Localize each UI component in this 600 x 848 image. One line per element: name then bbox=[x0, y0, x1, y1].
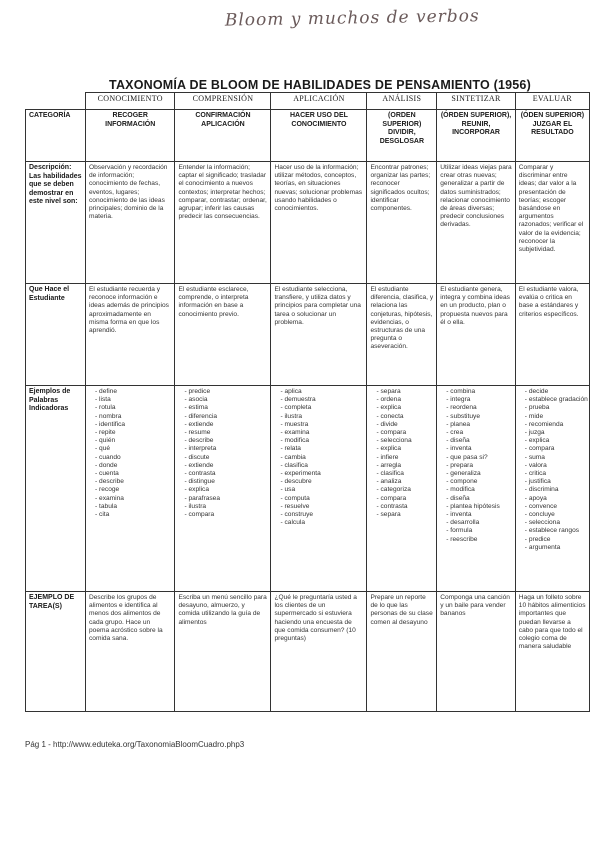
indicator-word: - modifica bbox=[446, 486, 475, 494]
indicator-word: - demuestra bbox=[280, 396, 316, 404]
indicator-word: - identifica bbox=[95, 420, 126, 428]
indicator-word: - describe bbox=[95, 478, 124, 486]
student-cell: El estudiante recuerda y reconoce información e ideas además de principios aproximadamente en misma forma en que los aprendió. bbox=[86, 284, 175, 386]
task-cell: Describe los grupos de alimentos e identifica al menos dos alimentos de cada grupo. Hace un poema acróstico sobre la comida sana. bbox=[86, 592, 175, 712]
student-cell: El estudiante genera, integra y combina ideas en un producto, plan o propuesta nuevos para él o ella. bbox=[437, 284, 516, 386]
indicator-word-list bbox=[440, 388, 512, 544]
indicator-word: - divide bbox=[376, 420, 398, 428]
word-list-cell bbox=[515, 386, 589, 592]
indicator-word: - resuelve bbox=[280, 502, 310, 510]
indicator-word: - reescribe bbox=[446, 535, 478, 543]
indicator-word: - extiende bbox=[184, 461, 214, 469]
definition-cell: (ORDEN SUPERIOR) DIVIDIR, DESGLOSAR bbox=[367, 110, 437, 162]
student-cell: El estudiante valora, evalúa o critica en base a estándares y criterios específicos. bbox=[515, 284, 589, 386]
level-aplicacion: APLICACIÓN bbox=[271, 93, 367, 110]
indicator-word: - explica bbox=[524, 437, 550, 445]
student-row bbox=[26, 284, 590, 386]
indicator-word: - extiende bbox=[184, 420, 214, 428]
indicator-word: - apoya bbox=[524, 494, 547, 502]
indicator-word: - resume bbox=[184, 429, 211, 437]
indicator-word: - distingue bbox=[184, 478, 215, 486]
indicator-word: - selecciona bbox=[376, 437, 412, 445]
indicator-word: - compara bbox=[524, 445, 555, 453]
page-title: TAXONOMÍA DE BLOOM DE HABILIDADES DE PENSAMIENTO (1956) bbox=[109, 78, 531, 92]
row-label-que-hace: Que Hace el Estudiante bbox=[26, 284, 86, 386]
indicator-word: - construye bbox=[280, 511, 314, 519]
task-row bbox=[26, 592, 590, 712]
level-conocimiento: CONOCIMIENTO bbox=[86, 93, 175, 110]
level-evaluar: EVALUAR bbox=[515, 93, 589, 110]
indicator-word-list bbox=[178, 388, 267, 519]
indicator-word: - suma bbox=[524, 453, 545, 461]
description-cell: Utilizar ideas viejas para crear otras nuevas; generalizar a partir de datos suministrados; relacionar conocimiento de áreas diversas; predecir conclusiones derivadas. bbox=[437, 162, 516, 284]
level-sintetizar: SINTETIZAR bbox=[437, 93, 516, 110]
description-row bbox=[26, 162, 590, 284]
indicator-word: - combina bbox=[446, 388, 476, 395]
levels-row bbox=[26, 93, 590, 110]
indicator-word: - experimenta bbox=[280, 470, 321, 478]
indicator-word: - mide bbox=[524, 412, 544, 420]
indicator-word: - categoriza bbox=[376, 486, 411, 494]
indicator-word-list bbox=[370, 388, 433, 519]
indicator-word: - relata bbox=[280, 445, 301, 453]
indicator-word: - cuando bbox=[95, 453, 121, 461]
indicator-word: - rotula bbox=[95, 404, 116, 412]
description-cell: Encontrar patrones; organizar las partes; reconocer significados ocultos; identificar componentes. bbox=[367, 162, 437, 284]
task-cell: ¿Qué le preguntaría usted a los clientes de un supermercado si estuviera haciendo una encuesta de que comida consumen? (10 preguntas) bbox=[271, 592, 367, 712]
indicator-word: - critica bbox=[524, 470, 547, 478]
indicator-word: - diseña bbox=[446, 437, 470, 445]
indicator-word: - compara bbox=[376, 429, 407, 437]
indicator-word: - cambia bbox=[280, 453, 306, 461]
indicator-word: - examina bbox=[280, 429, 310, 437]
indicator-word: - prepara bbox=[446, 461, 474, 469]
indicator-word-list bbox=[519, 388, 586, 552]
indicator-word: - nombra bbox=[95, 412, 122, 420]
task-cell: Haga un folleto sobre 10 hábitos alimenticios importantes que puedan llevarse a cabo para que todo el colegio coma de manera saludable bbox=[515, 592, 589, 712]
indicator-word: - prueba bbox=[524, 404, 550, 412]
bloom-table bbox=[25, 92, 590, 712]
indicator-word: - plantea hipótesis bbox=[446, 502, 500, 510]
indicator-word: - compara bbox=[376, 494, 407, 502]
indicator-word: - tabula bbox=[95, 502, 117, 510]
indicator-word: - diferencia bbox=[184, 412, 218, 420]
indicator-word: - donde bbox=[95, 461, 118, 469]
indicator-word: - establece rangos bbox=[524, 527, 580, 535]
indicator-word: - explica bbox=[184, 486, 210, 494]
definition-cell: CONFIRMACIÓN APLICACIÓN bbox=[175, 110, 271, 162]
indicator-word: - recomienda bbox=[524, 420, 564, 428]
indicator-word: - formula bbox=[446, 527, 473, 535]
indicator-word: - generaliza bbox=[446, 470, 481, 478]
handwritten-note: Bloom y muchos de verbos bbox=[224, 6, 480, 31]
indicator-word: - quién bbox=[95, 437, 116, 445]
indicator-word: - describe bbox=[184, 437, 214, 445]
indicator-word: - cita bbox=[95, 511, 110, 519]
row-label-ejemplos: Ejemplos de Palabras Indicadoras bbox=[26, 386, 86, 592]
indicator-word: - explica bbox=[376, 445, 402, 453]
indicator-word: - modifica bbox=[280, 437, 310, 445]
indicator-word: - contrasta bbox=[184, 470, 216, 478]
indicator-word: - estima bbox=[184, 404, 208, 412]
examples-row bbox=[26, 386, 590, 592]
row-label-descripcion: Descripción: Las habilidades que se deben demostrar en este nivel son: bbox=[26, 162, 86, 284]
indicator-word: - arregla bbox=[376, 461, 402, 469]
indicator-word: - inventa bbox=[446, 511, 472, 519]
indicator-word: - integra bbox=[446, 396, 471, 404]
description-cell: Entender la información; captar el significado; trasladar el conocimiento a nuevos contextos; interpretar hechos; comparar, contrastar; ordenar, agrupar; inferir las causas predecir las consecuencias. bbox=[175, 162, 271, 284]
indicator-word: - separa bbox=[376, 388, 401, 395]
student-cell: El estudiante diferencia, clasifica, y relaciona las conjeturas, hipótesis, evidencias, o estructuras de una pregunta o aseveración. bbox=[367, 284, 437, 386]
level-analisis: ANÁLISIS bbox=[367, 93, 437, 110]
indicator-word: - separa bbox=[376, 511, 401, 519]
indicator-word: - completa bbox=[280, 404, 312, 412]
indicator-word: - clasifica bbox=[376, 470, 404, 478]
indicator-word: - establece gradación bbox=[524, 396, 588, 404]
indicator-word: - usa bbox=[280, 486, 296, 494]
page-footer: Pág 1 - http://www.eduteka.org/TaxonomiaBloomCuadro.php3 bbox=[25, 740, 245, 749]
indicator-word: - compone bbox=[446, 478, 478, 486]
indicator-word: - muestra bbox=[280, 420, 309, 428]
indicator-word: - crea bbox=[446, 429, 464, 437]
indicator-word: - calcula bbox=[280, 519, 306, 527]
indicator-word: - clasifica bbox=[280, 461, 308, 469]
indicator-word: - convence bbox=[524, 502, 558, 510]
indicator-word: - explica bbox=[376, 404, 402, 412]
word-list-cell bbox=[175, 386, 271, 592]
indicator-word: - diseña bbox=[446, 494, 470, 502]
indicator-word-list bbox=[89, 388, 171, 519]
indicator-word: - predice bbox=[184, 388, 211, 395]
description-cell: Hacer uso de la información; utilizar métodos, conceptos, teorías, en situaciones nuevas; solucionar problemas usando habilidades o conocimientos. bbox=[271, 162, 367, 284]
indicator-word: - cuenta bbox=[95, 470, 119, 478]
definition-cell: (ÓDEN SUPERIOR) JUZGAR EL RESULTADO bbox=[515, 110, 589, 162]
indicator-word: - concluye bbox=[524, 511, 555, 519]
indicator-word: - ilustra bbox=[280, 412, 303, 420]
indicator-word: - conecta bbox=[376, 412, 404, 420]
definition-cell: HACER USO DEL CONOCIMIENTO bbox=[271, 110, 367, 162]
indicator-word: - descubre bbox=[280, 478, 312, 486]
indicator-word: - selecciona bbox=[524, 519, 560, 527]
task-cell: Escriba un menú sencillo para desayuno, almuerzo, y comida utilizando la guía de alimentos bbox=[175, 592, 271, 712]
indicator-word: - parafrasea bbox=[184, 494, 221, 502]
category-header: CATEGORÍA bbox=[26, 110, 86, 162]
indicator-word: - substituye bbox=[446, 412, 480, 420]
indicator-word: - interpreta bbox=[184, 445, 217, 453]
indicator-word: - decide bbox=[524, 388, 549, 395]
indicator-word: - justifica bbox=[524, 478, 551, 486]
indicator-word: - discrimina bbox=[524, 486, 559, 494]
task-cell: Prepare un reporte de lo que las personas de su clase comen al desayuno bbox=[367, 592, 437, 712]
description-cell: Comparar y discriminar entre ideas; dar valor a la presentación de teorías; escoger basándose en argumentos razonados; verificar el valor de la evidencia; reconocer la subjetividad. bbox=[515, 162, 589, 284]
indicator-word: - qué bbox=[95, 445, 111, 453]
indicator-word: - que pasa si? bbox=[446, 453, 488, 461]
definition-cell: (ÓRDEN SUPERIOR), REUNIR, INCORPORAR bbox=[437, 110, 516, 162]
indicator-word: - planea bbox=[446, 420, 471, 428]
indicator-word: - reordena bbox=[446, 404, 477, 412]
indicator-word: - aplica bbox=[280, 388, 302, 395]
indicator-word: - contrasta bbox=[376, 502, 408, 510]
task-cell: Componga una canción y un baile para vender bananos bbox=[437, 592, 516, 712]
indicator-word: - define bbox=[95, 388, 117, 395]
indicator-word: - repite bbox=[95, 429, 116, 437]
indicator-word: - lista bbox=[95, 396, 111, 404]
word-list-cell bbox=[271, 386, 367, 592]
indicator-word-list bbox=[274, 388, 363, 527]
indicator-word: - valora bbox=[524, 461, 547, 469]
indicator-word: - examina bbox=[95, 494, 124, 502]
indicator-word: - recoge bbox=[95, 486, 120, 494]
student-cell: El estudiante esclarece, comprende, o interpreta información en base a conocimiento previo. bbox=[175, 284, 271, 386]
student-cell: El estudiante selecciona, transfiere, y utiliza datos y principios para completar una tarea o solucionar un problema. bbox=[271, 284, 367, 386]
word-list-cell bbox=[367, 386, 437, 592]
indicator-word: - ilustra bbox=[184, 502, 207, 510]
definitions-row bbox=[26, 110, 590, 162]
indicator-word: - computa bbox=[280, 494, 310, 502]
row-label-tarea: EJEMPLO DE TAREA(S) bbox=[26, 592, 86, 712]
indicator-word: - asocia bbox=[184, 396, 208, 404]
word-list-cell bbox=[437, 386, 516, 592]
indicator-word: - infiere bbox=[376, 453, 399, 461]
indicator-word: - desarrolla bbox=[446, 519, 480, 527]
indicator-word: - discute bbox=[184, 453, 210, 461]
indicator-word: - analiza bbox=[376, 478, 402, 486]
indicator-word: - ordena bbox=[376, 396, 402, 404]
indicator-word: - predice bbox=[524, 535, 551, 543]
definition-cell: RECOGER INFORMACIÓN bbox=[86, 110, 175, 162]
indicator-word: - compara bbox=[184, 511, 215, 519]
description-cell: Observación y recordación de información; conocimiento de fechas, eventos, lugares; conocimiento de las ideas principales; dominio de la materia. bbox=[86, 162, 175, 284]
indicator-word: - juzga bbox=[524, 429, 545, 437]
level-comprension: COMPRENSIÓN bbox=[175, 93, 271, 110]
indicator-word: - inventa bbox=[446, 445, 472, 453]
word-list-cell bbox=[86, 386, 175, 592]
indicator-word: - argumenta bbox=[524, 543, 561, 551]
